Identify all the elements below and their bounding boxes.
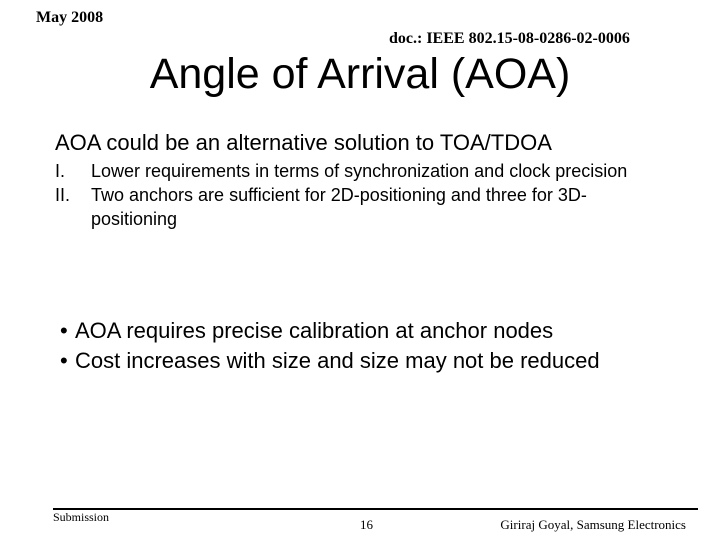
bullet-mark: •: [60, 348, 68, 373]
list-item-text: Two anchors are sufficient for 2D-positioning and three for 3D-positioning: [91, 185, 587, 229]
bullet-item: [60, 316, 600, 346]
footer-page-number: 16: [360, 517, 373, 532]
bullet-text: Cost increases with size and size may not be reduced: [75, 348, 600, 373]
list-item-text: Lower requirements in terms of synchronization and clock precision: [91, 161, 628, 181]
list-item-number: II.: [55, 185, 71, 205]
footer-submission: Submission: [53, 510, 110, 524]
list-item-number: I.: [55, 161, 66, 181]
list-item: [55, 159, 655, 183]
header-date: May 2008: [36, 9, 104, 26]
bullet-mark: •: [60, 318, 68, 343]
slide-title: Angle of Arrival (AOA): [149, 50, 571, 98]
list-item: [55, 183, 655, 231]
header-doc-id: doc.: IEEE 802.15-08-0286-02-0006: [389, 30, 630, 47]
footer-divider: [53, 508, 698, 510]
bullet-item: [60, 346, 600, 376]
footer-author: Giriraj Goyal, Samsung Electronics: [500, 517, 686, 532]
bullet-text: AOA requires precise calibration at anchor nodes: [75, 318, 554, 343]
bullet-list: [60, 316, 600, 376]
intro-text: AOA could be an alternative solution to TOA/TDOA: [55, 130, 552, 155]
numbered-list: [55, 159, 655, 231]
